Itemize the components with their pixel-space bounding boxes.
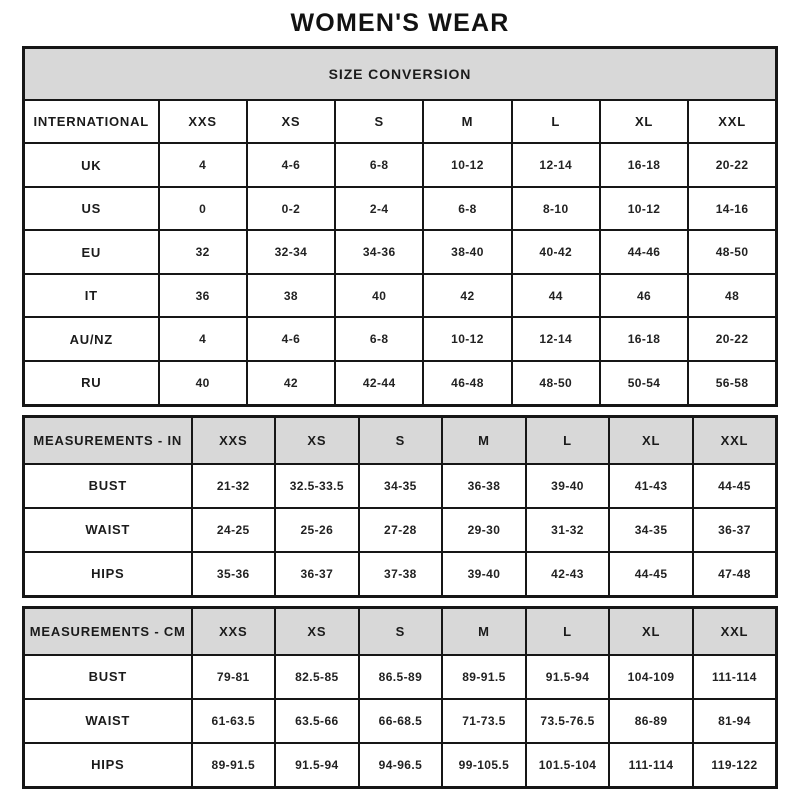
header-cell-size: L [526, 608, 610, 656]
value-cell: 48-50 [688, 230, 776, 273]
table-row [24, 655, 777, 699]
value-cell: 32 [159, 230, 247, 273]
header-cell-size: L [512, 100, 600, 143]
value-cell: 36 [159, 274, 247, 317]
header-cell-size: S [335, 100, 423, 143]
value-cell: 34-35 [359, 464, 443, 508]
value-cell: 31-32 [526, 508, 610, 552]
value-cell: 16-18 [600, 317, 688, 360]
header-cell-size: XXS [192, 608, 276, 656]
header-row [24, 608, 777, 656]
value-cell: 42 [247, 361, 335, 406]
header-row [24, 417, 777, 465]
value-cell: 10-12 [600, 187, 688, 230]
value-cell: 10-12 [423, 143, 511, 186]
value-cell: 39-40 [526, 464, 610, 508]
row-label-cell: BUST [24, 464, 192, 508]
value-cell: 12-14 [512, 317, 600, 360]
value-cell: 41-43 [609, 464, 693, 508]
value-cell: 82.5-85 [275, 655, 359, 699]
table-row [24, 464, 777, 508]
value-cell: 104-109 [609, 655, 693, 699]
value-cell: 101.5-104 [526, 743, 610, 788]
header-cell-size: XL [609, 417, 693, 465]
value-cell: 86.5-89 [359, 655, 443, 699]
header-cell-size: XXS [159, 100, 247, 143]
row-label-cell: HIPS [24, 743, 192, 788]
value-cell: 47-48 [693, 552, 777, 597]
value-cell: 89-91.5 [442, 655, 526, 699]
value-cell: 38-40 [423, 230, 511, 273]
value-cell: 111-114 [609, 743, 693, 788]
value-cell: 8-10 [512, 187, 600, 230]
value-cell: 39-40 [442, 552, 526, 597]
value-cell: 14-16 [688, 187, 776, 230]
value-cell: 37-38 [359, 552, 443, 597]
value-cell: 119-122 [693, 743, 777, 788]
value-cell: 10-12 [423, 317, 511, 360]
value-cell: 32.5-33.5 [275, 464, 359, 508]
row-label-cell: WAIST [24, 699, 192, 743]
value-cell: 25-26 [275, 508, 359, 552]
value-cell: 46-48 [423, 361, 511, 406]
value-cell: 20-22 [688, 317, 776, 360]
value-cell: 38 [247, 274, 335, 317]
value-cell: 36-37 [693, 508, 777, 552]
table-row [24, 274, 777, 317]
value-cell: 29-30 [442, 508, 526, 552]
table-row [24, 361, 777, 406]
row-label-cell: BUST [24, 655, 192, 699]
header-cell-size: XS [275, 608, 359, 656]
header-cell-size: XL [600, 100, 688, 143]
value-cell: 4 [159, 317, 247, 360]
table-row [24, 317, 777, 360]
row-label-cell: IT [24, 274, 159, 317]
header-cell-size: M [442, 417, 526, 465]
header-cell-label: MEASUREMENTS - IN [24, 417, 192, 465]
value-cell: 44-45 [693, 464, 777, 508]
value-cell: 32-34 [247, 230, 335, 273]
value-cell: 48 [688, 274, 776, 317]
value-cell: 42-43 [526, 552, 610, 597]
header-cell-size: XXL [688, 100, 776, 143]
value-cell: 24-25 [192, 508, 276, 552]
table-measurements-cm [22, 606, 778, 789]
value-cell: 79-81 [192, 655, 276, 699]
row-label-cell: EU [24, 230, 159, 273]
value-cell: 81-94 [693, 699, 777, 743]
value-cell: 2-4 [335, 187, 423, 230]
header-cell-size: M [423, 100, 511, 143]
table-row [24, 552, 777, 597]
value-cell: 44-46 [600, 230, 688, 273]
header-cell-size: XS [275, 417, 359, 465]
value-cell: 40 [335, 274, 423, 317]
value-cell: 0-2 [247, 187, 335, 230]
value-cell: 40-42 [512, 230, 600, 273]
table-row [24, 508, 777, 552]
tables-container [22, 46, 778, 789]
header-cell-label: MEASUREMENTS - CM [24, 608, 192, 656]
page-title: WOMEN'S WEAR [290, 9, 510, 37]
header-cell-size: M [442, 608, 526, 656]
value-cell: 71-73.5 [442, 699, 526, 743]
header-cell-size: XXS [192, 417, 276, 465]
header-cell-size: S [359, 608, 443, 656]
header-cell-size: XL [609, 608, 693, 656]
row-label-cell: WAIST [24, 508, 192, 552]
header-cell-size: XXL [693, 417, 777, 465]
value-cell: 34-36 [335, 230, 423, 273]
value-cell: 63.5-66 [275, 699, 359, 743]
table-row [24, 743, 777, 788]
value-cell: 4-6 [247, 143, 335, 186]
value-cell: 46 [600, 274, 688, 317]
row-label-cell: RU [24, 361, 159, 406]
value-cell: 48-50 [512, 361, 600, 406]
row-label-cell: US [24, 187, 159, 230]
value-cell: 6-8 [335, 317, 423, 360]
header-cell-size: L [526, 417, 610, 465]
value-cell: 36-37 [275, 552, 359, 597]
header-cell-size: XS [247, 100, 335, 143]
table-row [24, 699, 777, 743]
value-cell: 91.5-94 [275, 743, 359, 788]
value-cell: 44-45 [609, 552, 693, 597]
table-row [24, 230, 777, 273]
value-cell: 21-32 [192, 464, 276, 508]
value-cell: 27-28 [359, 508, 443, 552]
value-cell: 44 [512, 274, 600, 317]
value-cell: 34-35 [609, 508, 693, 552]
value-cell: 20-22 [688, 143, 776, 186]
table-caption: SIZE CONVERSION [24, 48, 777, 101]
table-size-conversion [22, 46, 778, 407]
value-cell: 111-114 [693, 655, 777, 699]
header-cell-size: XXL [693, 608, 777, 656]
value-cell: 66-68.5 [359, 699, 443, 743]
value-cell: 42-44 [335, 361, 423, 406]
value-cell: 91.5-94 [526, 655, 610, 699]
value-cell: 6-8 [423, 187, 511, 230]
value-cell: 4 [159, 143, 247, 186]
header-row [24, 100, 777, 143]
value-cell: 56-58 [688, 361, 776, 406]
value-cell: 35-36 [192, 552, 276, 597]
value-cell: 6-8 [335, 143, 423, 186]
value-cell: 36-38 [442, 464, 526, 508]
value-cell: 86-89 [609, 699, 693, 743]
value-cell: 42 [423, 274, 511, 317]
value-cell: 99-105.5 [442, 743, 526, 788]
value-cell: 0 [159, 187, 247, 230]
header-cell-label: INTERNATIONAL [24, 100, 159, 143]
value-cell: 4-6 [247, 317, 335, 360]
table-row [24, 187, 777, 230]
row-label-cell: AU/NZ [24, 317, 159, 360]
value-cell: 50-54 [600, 361, 688, 406]
value-cell: 16-18 [600, 143, 688, 186]
row-label-cell: UK [24, 143, 159, 186]
value-cell: 61-63.5 [192, 699, 276, 743]
value-cell: 40 [159, 361, 247, 406]
table-row [24, 143, 777, 186]
table-caption-row [24, 48, 777, 101]
value-cell: 89-91.5 [192, 743, 276, 788]
value-cell: 94-96.5 [359, 743, 443, 788]
row-label-cell: HIPS [24, 552, 192, 597]
value-cell: 73.5-76.5 [526, 699, 610, 743]
header-cell-size: S [359, 417, 443, 465]
table-measurements-in [22, 415, 778, 598]
value-cell: 12-14 [512, 143, 600, 186]
